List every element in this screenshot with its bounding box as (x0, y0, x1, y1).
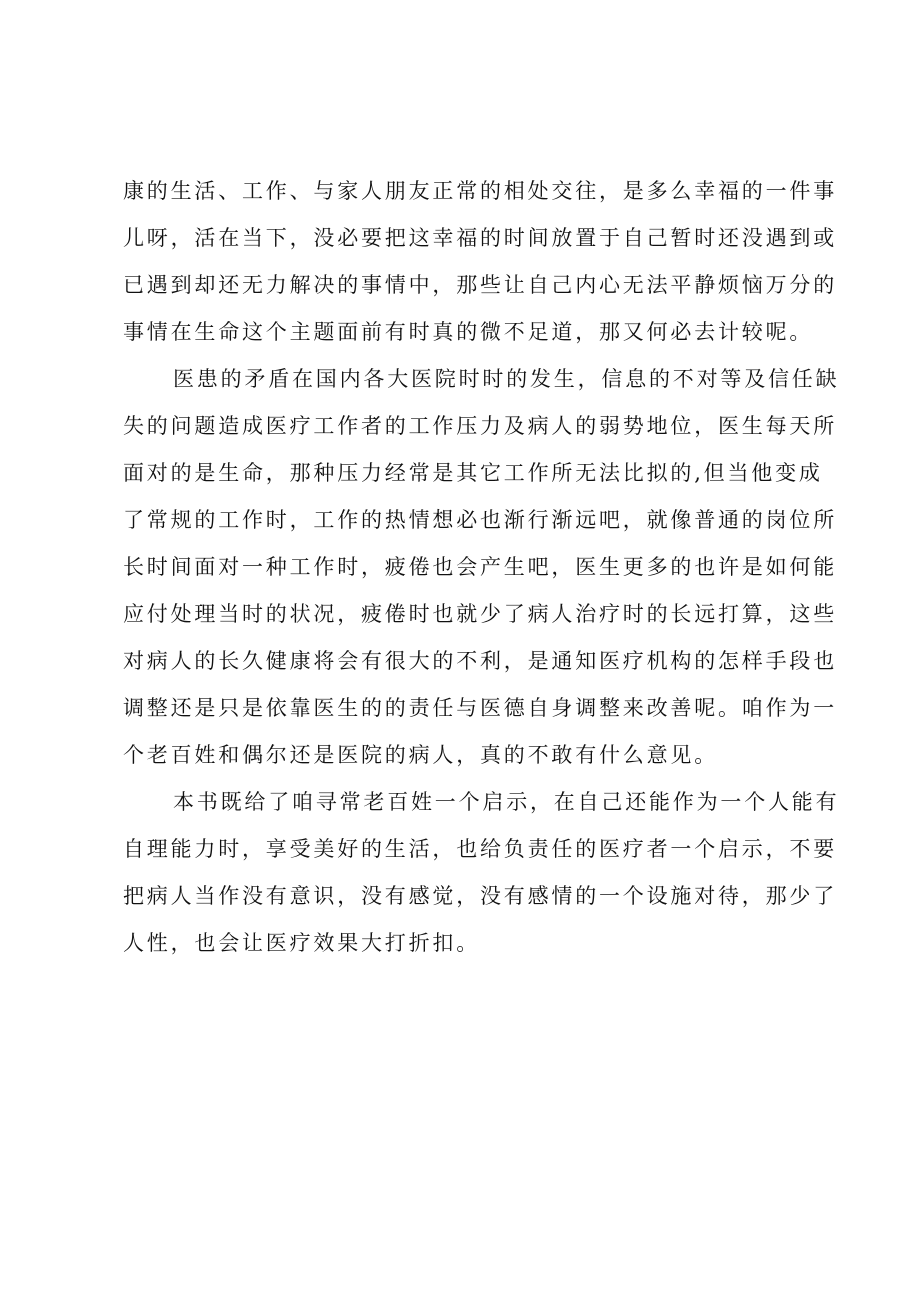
text-line: 已遇到却还无力解决的事情中，那些让自己内心无法平静烦恼万分的 (123, 273, 837, 297)
document-body (123, 168, 840, 967)
paragraph-1 (123, 168, 837, 356)
text-line: 个老百姓和偶尔还是医院的病人，真的不敢有什么意见。 (123, 743, 718, 767)
text-line: 本书既给了咱寻常老百姓一个启示，在自己还能作为一个人能有 (173, 790, 840, 814)
text-line: 人性，也会让医疗效果大打折扣。 (123, 931, 480, 955)
text-line: 康的生活、工作、与家人朋友正常的相处交往，是多么幸福的一件事 (123, 179, 837, 203)
text-line: 了常规的工作时，工作的热情想必也渐行渐远吧，就像普通的岗位所 (123, 508, 837, 532)
text-line: 事情在生命这个主题面前有时真的微不足道，那又何必去计较呢。 (123, 320, 814, 344)
text-line: 调整还是只是依靠医生的的责任与医德自身调整来改善呢。咱作为一 (123, 696, 837, 720)
text-line: 医患的矛盾在国内各大医院时时的发生，信息的不对等及信任缺 (173, 367, 840, 391)
text-line: 长时间面对一种工作时，疲倦也会产生吧，医生更多的也许是如何能 (123, 555, 837, 579)
text-line: 把病人当作没有意识，没有感觉，没有感情的一个设施对待，那少了 (123, 884, 837, 908)
text-line: 儿呀，活在当下，没必要把这幸福的时间放置于自己暂时还没遇到或 (123, 226, 837, 250)
text-line: 应付处理当时的状况，疲倦时也就少了病人治疗时的长远打算，这些 (123, 602, 837, 626)
text-line: 自理能力时，享受美好的生活，也给负责任的医疗者一个启示，不要 (123, 837, 837, 861)
text-line: 对病人的长久健康将会有很大的不利，是通知医疗机构的怎样手段也 (123, 649, 837, 673)
text-line: 失的问题造成医疗工作者的工作压力及病人的弱势地位，医生每天所 (123, 414, 837, 438)
paragraph-2 (123, 356, 840, 779)
paragraph-3 (123, 779, 840, 967)
text-line: 面对的是生命，那种压力经常是其它工作所无法比拟的,但当他变成 (123, 461, 823, 485)
